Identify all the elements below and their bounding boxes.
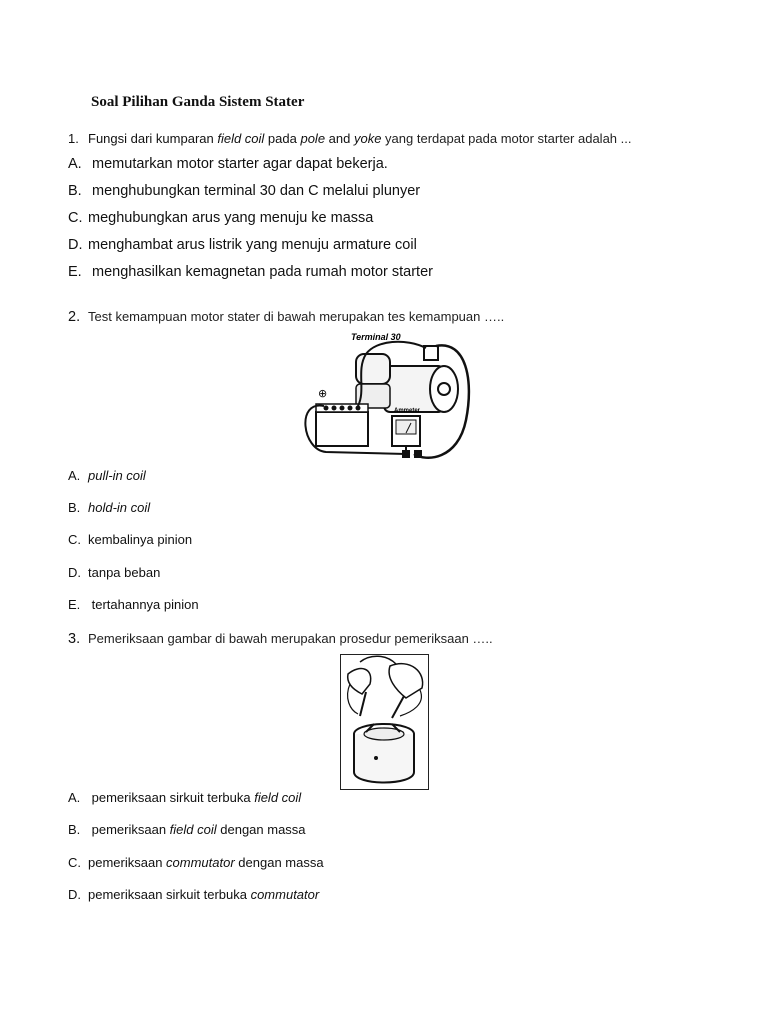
term-italic: commutator xyxy=(166,855,235,870)
term-italic: yoke xyxy=(353,131,382,146)
option-letter: C. xyxy=(68,855,81,870)
field-coil-test-figure xyxy=(340,654,429,790)
option-text: tanpa beban xyxy=(88,565,161,580)
option-letter: C. xyxy=(68,532,81,547)
yoke xyxy=(354,734,414,783)
question-text: and xyxy=(325,131,354,146)
battery xyxy=(316,412,368,446)
question-1 xyxy=(68,131,631,146)
question-text: Pemeriksaan gambar di bawah merupakan prosedur pemeriksaan ….. xyxy=(88,631,493,646)
option-text: pemeriksaan sirkuit terbuka xyxy=(88,887,251,902)
option-letter: B. xyxy=(68,183,82,199)
option-letter: A. xyxy=(68,468,81,483)
term-italic: pole xyxy=(300,131,326,146)
option-text: hold-in coil xyxy=(88,500,151,515)
page-title: Soal Pilihan Ganda Sistem Stater xyxy=(91,94,305,110)
option-text: menghambat arus listrik yang menuju armature coil xyxy=(88,237,417,253)
question-text: pada xyxy=(264,131,301,146)
question-number: 2. xyxy=(68,309,81,325)
option-text: meghubungkan arus yang menuju ke massa xyxy=(88,210,374,226)
option-letter: B. xyxy=(68,500,81,515)
option-letter: C. xyxy=(68,210,83,226)
option-1c[interactable] xyxy=(68,210,373,226)
term-italic: field coil xyxy=(217,131,265,146)
term-italic: field coil xyxy=(254,790,302,805)
option-letter: E. xyxy=(68,264,82,280)
option-3d[interactable] xyxy=(68,887,319,902)
option-3b[interactable] xyxy=(68,822,306,837)
plus-symbol: ⊕ xyxy=(318,387,328,400)
option-1d[interactable] xyxy=(68,237,417,253)
option-letter: B. xyxy=(68,822,81,837)
question-3 xyxy=(68,630,493,648)
option-letter: D. xyxy=(68,887,81,902)
option-1a[interactable] xyxy=(68,156,388,172)
option-3c[interactable] xyxy=(68,855,324,870)
option-1b[interactable] xyxy=(68,183,420,199)
option-text: tertahannya pinion xyxy=(91,597,199,612)
ammeter-label: Ammeter xyxy=(394,408,421,414)
option-text: kembalinya pinion xyxy=(88,532,193,547)
term-italic: field coil xyxy=(169,822,217,837)
option-text: dengan massa xyxy=(216,822,306,837)
option-2e[interactable] xyxy=(68,597,199,612)
question-number: 3. xyxy=(68,631,81,647)
option-letter: D. xyxy=(68,237,83,253)
option-letter: A. xyxy=(68,790,81,805)
option-2c[interactable] xyxy=(68,532,192,547)
question-number: 1. xyxy=(68,131,79,146)
question-2 xyxy=(68,308,504,326)
option-letter: A. xyxy=(68,156,82,172)
option-3a[interactable] xyxy=(68,790,301,805)
option-text: menghubungkan terminal 30 dan C melalui plunyer xyxy=(92,183,421,199)
option-2d[interactable] xyxy=(68,565,160,580)
option-text: pemeriksaan xyxy=(91,822,170,837)
option-text: pemeriksaan sirkuit terbuka xyxy=(91,790,255,805)
option-text: menghasilkan kemagnetan pada rumah motor starter xyxy=(92,264,433,280)
terminal-30-label: Terminal 30 xyxy=(351,332,401,342)
option-text: dengan massa xyxy=(234,855,324,870)
option-text: memutarkan motor starter agar dapat bekerja. xyxy=(92,156,388,172)
option-letter: D. xyxy=(68,565,81,580)
question-text: Fungsi dari kumparan xyxy=(88,131,218,146)
option-text: pemeriksaan xyxy=(88,855,167,870)
option-letter: E. xyxy=(68,597,81,612)
starter-test-figure xyxy=(296,330,472,468)
option-text: pull-in coil xyxy=(88,468,146,483)
question-text: Test kemampuan motor stater di bawah merupakan tes kemampuan ….. xyxy=(88,309,505,324)
question-text: yang terdapat pada motor starter adalah ... xyxy=(381,131,632,146)
option-2a[interactable] xyxy=(68,468,146,483)
option-1e[interactable] xyxy=(68,264,433,280)
term-italic: commutator xyxy=(250,887,320,902)
option-2b[interactable] xyxy=(68,500,150,515)
